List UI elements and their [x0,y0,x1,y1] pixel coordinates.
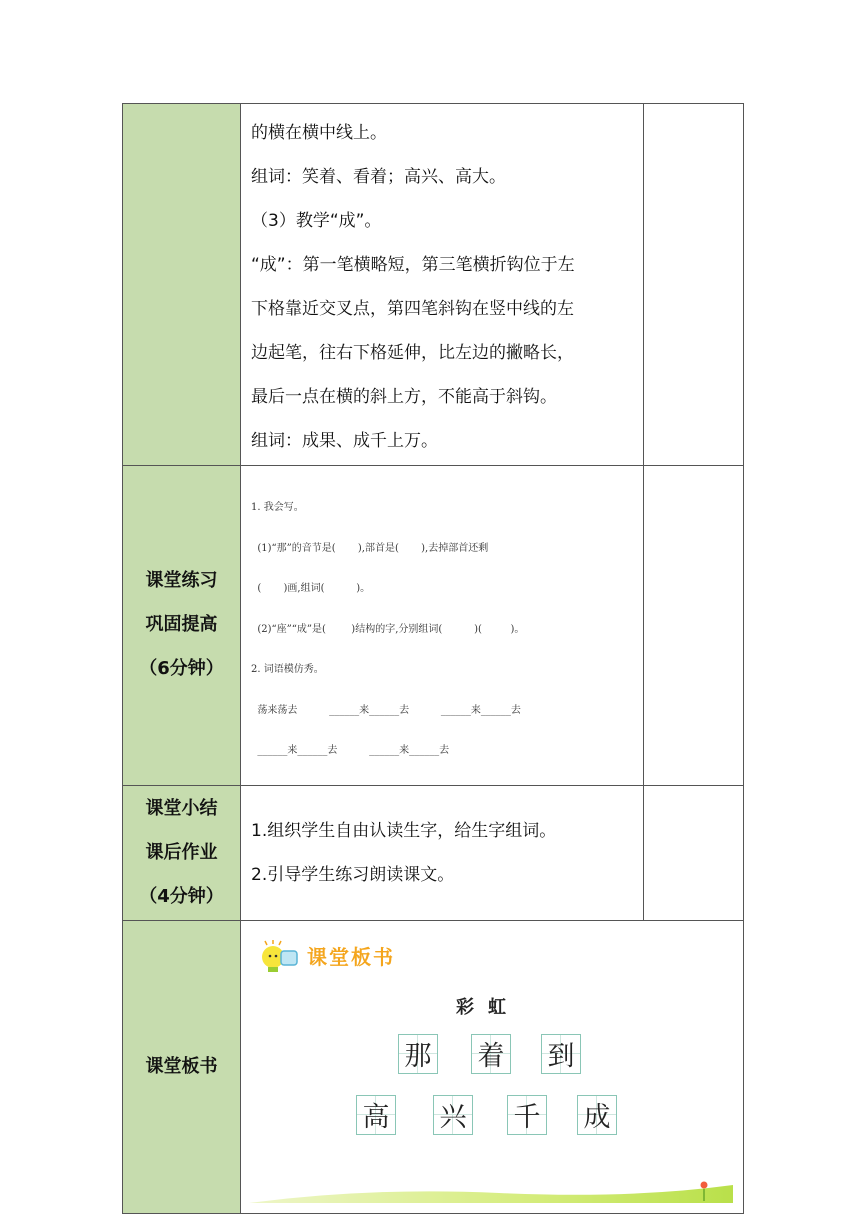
row-content [241,785,644,920]
exercise-line: (1)“那”的音节是( ),部首是( ),去掉部首还剩 [251,542,489,554]
blackboard-image [241,920,744,1213]
text-line: 1.组织学生自由认读生字，给生字组词。 [251,820,557,841]
char-cell: 那 [398,1034,438,1074]
row-heading [123,104,241,466]
table-row [123,104,744,466]
exercise-line: (2)“座”“成”是( )结构的字,分别组词( )( )。 [251,623,525,635]
char-cell: 成 [577,1095,617,1135]
table-row [123,466,744,786]
heading-line: （4分钟） [139,885,224,907]
lesson-plan-table [122,103,744,1214]
row-content [241,104,644,466]
row-heading [123,920,241,1213]
notes-cell [644,785,744,920]
heading-line: 课堂板书 [145,1055,218,1077]
char-cell: 兴 [433,1095,473,1135]
text-line: “成”：第一笔横略短，第三笔横折钩位于左 [251,254,575,275]
text-line: 组词：成果、成千上万。 [251,430,438,451]
exercise-line: 1. 我会写。 [251,502,304,513]
row-heading [123,466,241,786]
table-row [123,920,744,1213]
board-title: 课堂板书 [307,944,395,969]
heading-line: （6分钟） [139,658,224,680]
char-cell: 到 [541,1034,581,1074]
notes-cell [644,104,744,466]
text-line: 下格靠近交叉点，第四笔斜钩在竖中线的左 [251,298,574,319]
text-line: 2.引导学生练习朗读课文。 [251,864,455,885]
text-line: 最后一点在横的斜上方，不能高于斜钩。 [251,386,557,407]
table-row [123,785,744,920]
exercise-line: 荡来荡去 ______来______去 ______来______去 [251,704,521,716]
exercise-line: 2. 词语模仿秀。 [251,664,324,675]
char-cell: 千 [507,1095,547,1135]
heading-line: 课堂小结 [145,797,218,819]
row-heading [123,785,241,920]
heading-line: 巩固提高 [145,614,218,636]
bulb-icon [259,939,299,977]
notes-cell [644,466,744,786]
text-line: 边起笔，往右下格延伸，比左边的撇略长， [251,342,574,363]
grass-decoration [249,1181,733,1203]
text-line: 的横在横中线上。 [251,122,387,143]
text-line: （3）教学“成”。 [251,210,382,231]
text-line: 组词：笑着、看着；高兴、高大。 [251,166,506,187]
char-cell: 着 [471,1034,511,1074]
heading-line: 课后作业 [145,841,218,863]
exercise-line: ( )画,组词( )。 [251,583,371,594]
exercise-line: ______来______去 ______来______去 [251,745,450,756]
lesson-name: 彩虹 [456,996,520,1018]
exercise-image [241,466,644,786]
heading-line: 课堂练习 [145,570,218,592]
char-cell: 高 [356,1095,396,1135]
